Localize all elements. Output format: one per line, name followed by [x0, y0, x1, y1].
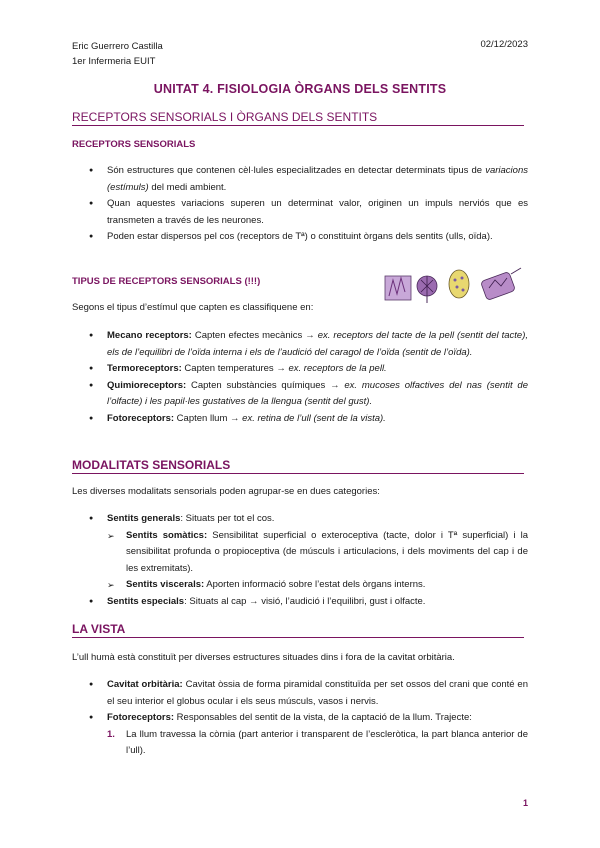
list-item: ● Termoreceptors: Capten temperatures → ex. receptors de la pell.: [72, 361, 528, 378]
light-path-steps: [107, 727, 528, 760]
section-heading-receptors-organs: RECEPTORS SENSORIALS I ÒRGANS DELS SENTITS: [72, 110, 524, 126]
receptor-illustration-icon: [383, 266, 525, 304]
step-item: 1. La llum travessa la còrnia (part anterior i transparent de l’escleròtica, la part blanca anterior de l’ull).: [107, 728, 528, 757]
sublist-item: ➢ Sentits viscerals: Aporten informació sobre l’estat dels òrgans interns.: [107, 577, 528, 594]
header-course: 1er Infermeria EUIT: [72, 56, 156, 67]
list-item: ● Poden estar dispersos pel cos (receptors de Tª) o constituint òrgans dels sentits (ulls, oïda).: [72, 229, 528, 246]
page-number: 1: [522, 798, 528, 808]
list-item: ● Fotoreceptors: Capten llum → ex. retina de l’ull (sent de la vista).: [72, 411, 528, 428]
list-item: ● Quan aquestes variacions superen un determinat valor, originen un impuls nerviós que es transmeten a través de les neurones.: [72, 196, 528, 229]
receptor-types-intro: Segons el tipus d’estímul que capten es classifiquene en:: [72, 302, 314, 313]
vision-intro: L’ull humà està constituït per diverses estructures situades dins i fora de la cavitat orbitària.: [72, 652, 455, 663]
list-item: ● Sentits generals: Situats per tot el cos. ➢ Sentits somàtics: Sensibilitat superficial o exteroceptiva (tacte, dolor i Tª superficial) i la sensibilitat profunda o propioceptiva (de músculs i articulacions, i dels moviments del cap i de les extremitats). ➢ Sentits viscerals: Aporten informació sobre l’estat dels òrgans interns.: [72, 511, 528, 594]
document-title: UNITAT 4. FISIOLOGIA ÒRGANS DELS SENTITS: [153, 82, 447, 96]
header-date: 02/12/2023: [480, 39, 528, 50]
section-heading-modalities: MODALITATS SENSORIALS: [72, 458, 524, 474]
modalities-list: [72, 511, 528, 611]
list-item: ● Són estructures que contenen cèl·lules especialitzades en detectar determinats tipus de variacions (estímuls) del medi ambient.: [72, 163, 528, 196]
list-item: ● Fotoreceptors: Responsables del sentit de la vista, de la captació de la llum. Trajecte: 1. La llum travessa la còrnia (part anterior i transparent de l’escleròtica, la part blanca anterior de l’ull).: [72, 710, 528, 760]
receptors-list: [72, 163, 528, 246]
page-header-left: [72, 39, 163, 69]
general-senses-sublist: [107, 528, 528, 594]
sublist-item: ➢ Sentits somàtics: Sensibilitat superficial o exteroceptiva (tacte, dolor i Tª superficial) i la sensibilitat profunda o propioceptiva (de músculs i articulacions, i dels moviments del cap i de les extremitats).: [107, 528, 528, 578]
list-item: ● Mecano receptors: Capten efectes mecànics → ex. receptors del tacte de la pell (sentit del tacte), els de l’equilibri de l’oïda interna i els de l’audició del caragol de l’oïda (sentit de l’oïda).: [72, 328, 528, 361]
list-item: ● Quimioreceptors: Capten substàncies químiques → ex. mucoses olfactives del nas (sentit de l’olfacte) i les papil·les gustatives de la llengua (sentit del gust).: [72, 378, 528, 411]
vision-list: [72, 677, 528, 760]
list-item: ● Sentits especials: Situats al cap → visió, l’audició i l’equilibri, gust i olfacte.: [72, 594, 528, 611]
modalities-intro: Les diverses modalitats sensorials poden agrupar-se en dues categories:: [72, 486, 380, 497]
list-item: ● Cavitat orbitària: Cavitat òssia de forma piramidal constituïda per set ossos del crani que conté en el seu interior el globus ocular i els seus músculs, vasos i nervis.: [72, 677, 528, 710]
subheading-receptors: RECEPTORS SENSORIALS: [72, 139, 196, 150]
receptor-types-list: [72, 328, 528, 428]
subheading-receptor-types: TIPUS DE RECEPTORS SENSORIALS (!!!): [72, 276, 261, 287]
section-heading-vision: LA VISTA: [72, 622, 524, 638]
header-author: Eric Guerrero Castilla: [72, 41, 163, 52]
